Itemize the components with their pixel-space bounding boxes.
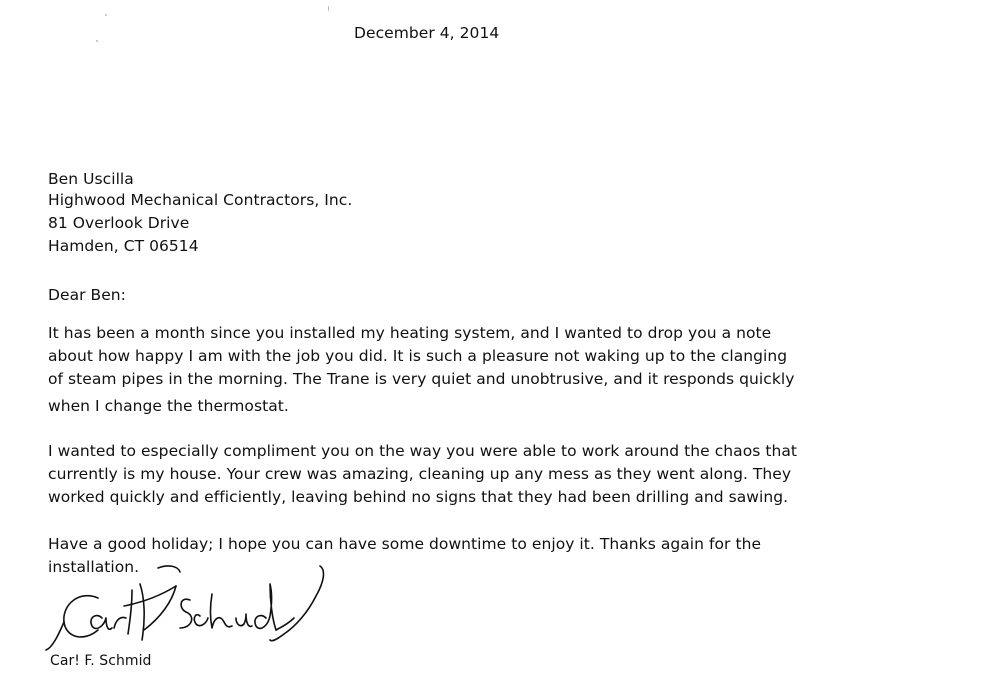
body-line: Have a good holiday; I hope you can have some downtime to enjoy it. Thanks again for the [48, 535, 762, 553]
salutation: Dear Ben: [48, 286, 126, 304]
body-line: I wanted to especially compliment you on the way you were able to work around the chaos that [48, 442, 798, 460]
scan-speck [96, 40, 98, 42]
body-line: worked quickly and efficiently, leaving behind no signs that they had been drilling and sawing. [48, 488, 789, 506]
scan-speck [328, 6, 329, 11]
body-line: when I change the thermostat. [48, 397, 289, 415]
recipient-street: 81 Overlook Drive [48, 214, 190, 232]
body-line: installation. [48, 558, 140, 576]
printed-name: Car! F. Schmid [50, 653, 152, 669]
recipient-city-state-zip: Hamden, CT 06514 [48, 237, 199, 255]
recipient-name: Ben Uscilla [48, 170, 134, 188]
handwritten-signature [40, 556, 340, 656]
body-line: currently is my house. Your crew was amazing, cleaning up any mess as they went along. They [48, 465, 792, 483]
body-line: about how happy I am with the job you did. It is such a pleasure not waking up to the clanging [48, 347, 788, 365]
body-line: It has been a month since you installed my heating system, and I wanted to drop you a note [48, 324, 772, 342]
scan-speck [105, 14, 107, 16]
letter-date: December 4, 2014 [354, 24, 500, 42]
recipient-company: Highwood Mechanical Contractors, Inc. [48, 191, 353, 209]
body-line: of steam pipes in the morning. The Trane is very quiet and unobtrusive, and it responds quickly [48, 370, 795, 388]
